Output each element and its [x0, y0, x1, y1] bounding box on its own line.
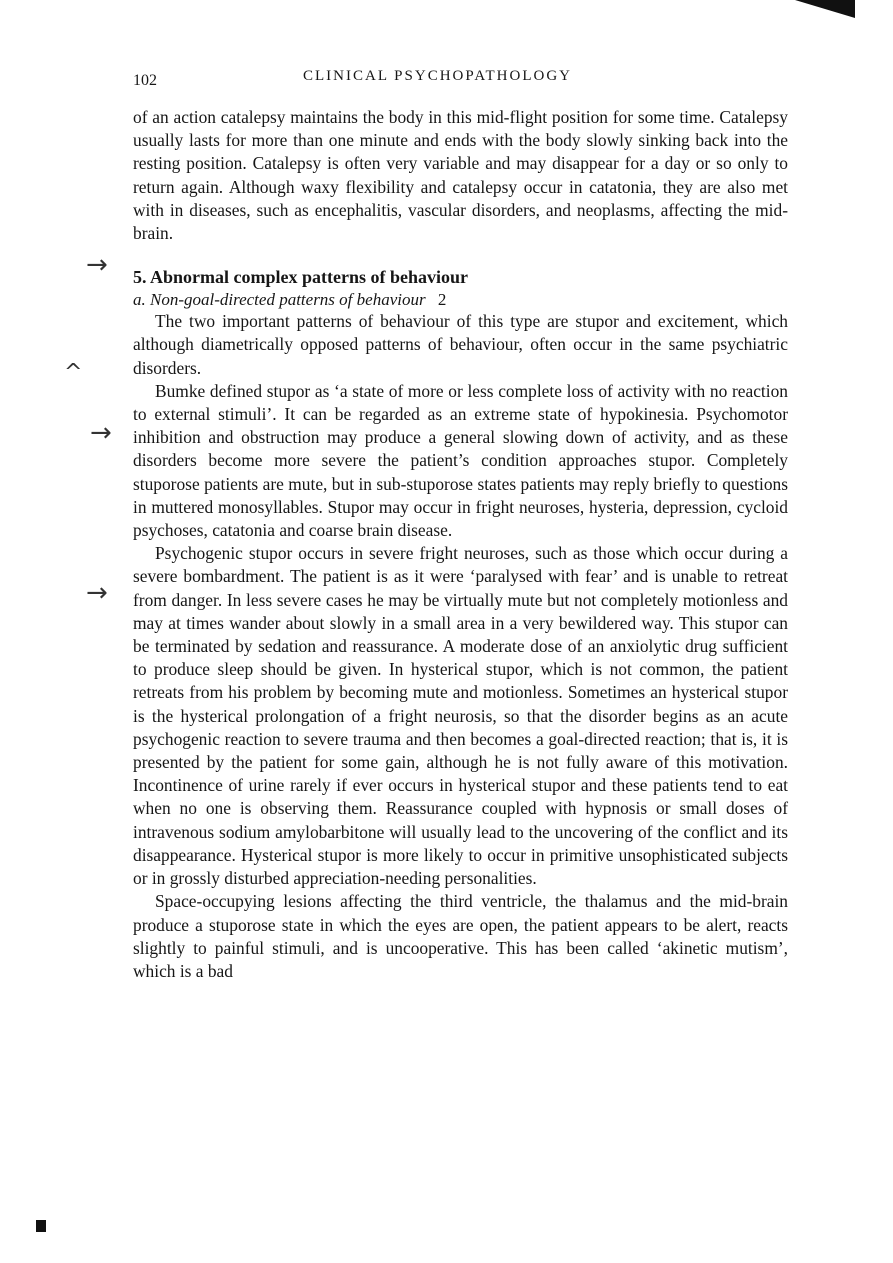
handwritten-mark: 2: [437, 290, 447, 310]
paragraph-psychogenic-stupor: Psychogenic stupor occurs in severe fright neuroses, such as those which occur during a severe bombardment. The patient is as it were ‘paralysed with fear’ and is unable to retreat from danger. In less severe cases he may be virtually mute but not completely motionless and may at times wander about slowly in a small area in a very bewildered way. This stupor can be terminated by sedation and reassurance. A moderate dose of an anxiolytic drug sufficient to produce sleep should be given. In hysterical stupor, which is not common, the patient retreats from his problem by becoming mute and motionless. Sometimes an hysterical stupor is the hysterical prolongation of a fright neurosis, so that the disorder begins as an acute psychogenic reaction to severe trauma and then becomes a goal-directed reaction; that is, it is presented by the patient for some gain, although he is not fully aware of this motivation. Incontinence of urine rarely if ever occurs in hysterical stupor and these patients tend to eat when no one is observing them. Reassurance coupled with hypnosis or small doses of intravenous sodium amylobarbitone will usually lead to the uncovering of the conflict and its disappearance. Hysterical stupor is more likely to occur in primitive unsophisticated subjects or in grossly disturbed appreciation-needing personalities.: [133, 543, 788, 889]
page-body: [133, 68, 788, 983]
sub-heading: [133, 290, 788, 310]
paragraph-stupor-excitement: The two important patterns of behaviour of this type are stupor and excitement, which although diametrically opposed patterns of behaviour, often occur in the same psychiatric disorders.: [133, 311, 788, 378]
scan-speck: [36, 1220, 46, 1232]
sub-heading-text: a. Non-goal-directed patterns of behaviour: [133, 290, 426, 310]
page-number: 102: [133, 72, 157, 89]
margin-arrow-icon: →: [86, 578, 108, 608]
book-title: CLINICAL PSYCHOPATHOLOGY: [303, 68, 572, 84]
margin-arrow-icon: →: [90, 418, 112, 448]
margin-arrow-icon: →: [86, 250, 108, 280]
running-head: [133, 68, 788, 98]
paragraph-catalepsy: of an action catalepsy maintains the body in this mid-flight position for some time. Catalepsy usually lasts for more than one minute and ends with the body slowly sinking back into the resting position. Catalepsy is often very variable and may disappear for a day or so only to return again. Although waxy flexibility and catalepsy occur in catatonia, they are also met with in diseases, such as encephalitis, vascular disorders, and neoplasms, affecting the mid-brain.: [133, 107, 788, 244]
paragraph-akinetic-mutism: Space-occupying lesions affecting the third ventricle, the thalamus and the mid-brain produce a stuporose state in which the eyes are open, the patient appears to be alert, reacts slightly to painful stimuli, and is uncooperative. This has been called ‘akinetic mutism’, which is a bad: [133, 891, 788, 981]
page-corner-shadow: [795, 0, 855, 18]
section-heading: 5. Abnormal complex patterns of behaviour: [133, 267, 468, 288]
margin-caret-icon: ^: [64, 360, 83, 385]
paragraph-bumke-stupor: Bumke defined stupor as ‘a state of more or less complete loss of activity with no reaction to external stimuli’. It can be regarded as an extreme state of hypokinesia. Psychomotor inhibition and obstruction may produce a general slowing down of activity, and as these disorders become more severe the patient’s condition approaches stupor. Completely stuporose patients are mute, but in sub-stuporose states patients may reply briefly to questions in muttered monosyllables. Stupor may occur in fright neuroses, hysteria, depression, cycloid psychoses, catatonia and coarse brain disease.: [133, 380, 788, 541]
